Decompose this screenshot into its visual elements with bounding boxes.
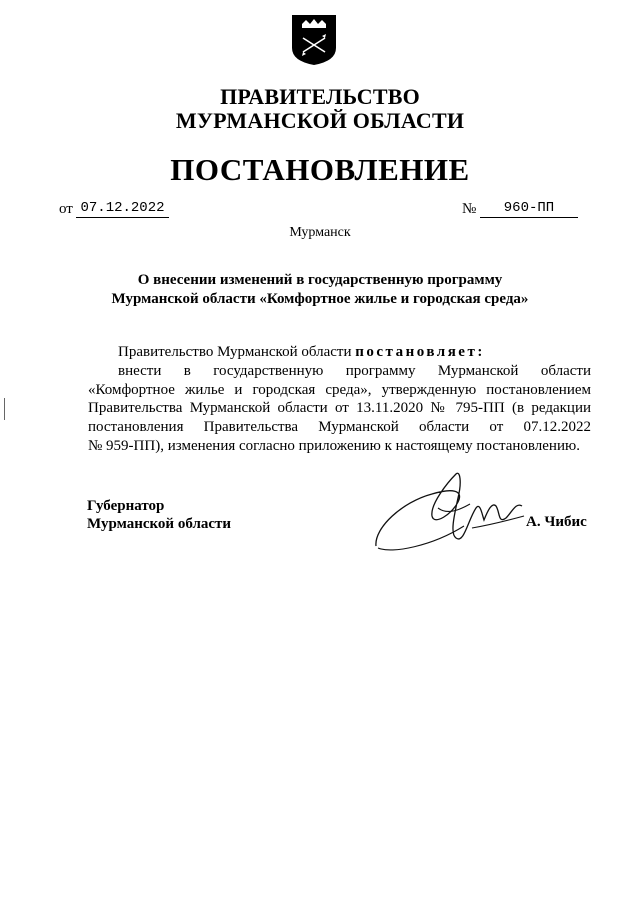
body-line: Правительства Мурманской области от 13.11.2020 № 795-ПП (в редакции	[88, 400, 591, 416]
body-line: «Комфортное жилье и городская среда», утвержденную постановлением	[88, 382, 591, 398]
coat-of-arms-icon	[291, 14, 337, 66]
signer-name: А. Чибис	[526, 514, 587, 530]
body-intro: Правительство Мурманской области	[118, 344, 352, 360]
subject-line1: О внесении изменений в государственную программу	[137, 272, 503, 288]
document-date: 07.12.2022	[76, 200, 169, 218]
body-line: постановления Правительства Мурманской области от 07.12.2022	[88, 419, 591, 435]
decree-word: постановляет:	[355, 344, 485, 360]
org-name-line2: МУРМАНСКОЙ ОБЛАСТИ	[175, 108, 465, 133]
org-name-line1: ПРАВИТЕЛЬСТВО	[220, 84, 420, 109]
number-label: №	[462, 201, 477, 217]
body-line: № 959-ПП), изменения согласно приложению к настоящему постановлению.	[88, 438, 580, 454]
signer-title-line2: Мурманской области	[87, 516, 232, 532]
document-number: 960-ПП	[480, 200, 578, 218]
city-name: Мурманск	[289, 225, 351, 240]
signer-title-line1: Губернатор	[87, 498, 165, 514]
handwritten-signature	[372, 468, 532, 560]
body-intro-line	[118, 343, 591, 361]
body-line: внести в государственную программу Мурманской области	[118, 363, 591, 379]
subject-line2: Мурманской области «Комфортное жилье и городская среда»	[111, 291, 529, 307]
scan-margin-mark	[4, 398, 5, 420]
date-label: от	[59, 201, 73, 217]
document-type-title: ПОСТАНОВЛЕНИЕ	[170, 152, 470, 187]
